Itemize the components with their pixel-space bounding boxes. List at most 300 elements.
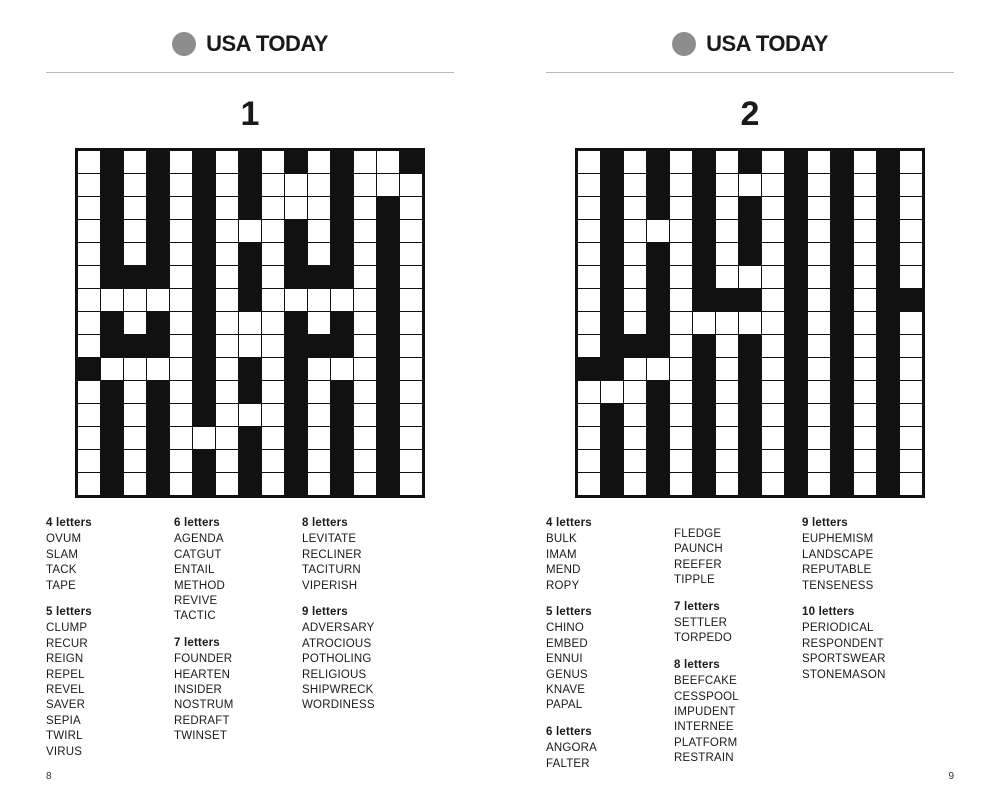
grid-cell[interactable]: [170, 243, 192, 265]
grid-cell[interactable]: [170, 197, 192, 219]
grid-cell[interactable]: [262, 312, 284, 334]
word-entry[interactable]: CHINO: [546, 622, 585, 635]
grid-cell[interactable]: [900, 220, 922, 242]
word-entry[interactable]: FOUNDER: [174, 653, 233, 666]
grid-cell[interactable]: [285, 197, 307, 219]
grid-cell[interactable]: [670, 450, 692, 472]
word-entry[interactable]: KNAVE: [546, 684, 586, 697]
grid-cell[interactable]: [354, 427, 376, 449]
word-entry[interactable]: BEEFCAKE: [674, 675, 737, 688]
grid-cell[interactable]: [854, 220, 876, 242]
grid-cell[interactable]: [578, 312, 600, 334]
word-entry[interactable]: OVUM: [46, 533, 82, 546]
grid-cell[interactable]: [101, 289, 123, 311]
grid-cell[interactable]: [578, 266, 600, 288]
grid-cell[interactable]: [578, 404, 600, 426]
grid-cell[interactable]: [354, 335, 376, 357]
grid-cell[interactable]: [647, 358, 669, 380]
grid-cell[interactable]: [716, 151, 738, 173]
word-entry[interactable]: PAPAL: [546, 699, 583, 712]
word-entry[interactable]: RECUR: [46, 637, 88, 650]
grid-cell[interactable]: [170, 335, 192, 357]
grid-cell[interactable]: [670, 266, 692, 288]
grid-cell[interactable]: [124, 289, 146, 311]
word-entry[interactable]: RECLINER: [302, 548, 362, 561]
grid-cell[interactable]: [216, 381, 238, 403]
grid-cell[interactable]: [147, 289, 169, 311]
grid-cell[interactable]: [78, 335, 100, 357]
word-entry[interactable]: REIGN: [46, 653, 84, 666]
grid-cell[interactable]: [308, 174, 330, 196]
grid-cell[interactable]: [262, 151, 284, 173]
grid-cell[interactable]: [854, 312, 876, 334]
grid-cell[interactable]: [670, 151, 692, 173]
word-entry[interactable]: REVEL: [46, 684, 85, 697]
grid-cell[interactable]: [716, 174, 738, 196]
grid-cell[interactable]: [285, 289, 307, 311]
grid-cell[interactable]: [900, 381, 922, 403]
grid-cell[interactable]: [624, 450, 646, 472]
grid-cell[interactable]: [354, 197, 376, 219]
grid-cell[interactable]: [854, 289, 876, 311]
grid-cell[interactable]: [716, 197, 738, 219]
grid-cell[interactable]: [170, 427, 192, 449]
word-entry[interactable]: VIPERISH: [302, 579, 358, 592]
word-entry[interactable]: FALTER: [546, 757, 590, 770]
word-entry[interactable]: EMBED: [546, 637, 588, 650]
grid-cell[interactable]: [762, 151, 784, 173]
grid-cell[interactable]: [400, 312, 422, 334]
grid-cell[interactable]: [124, 174, 146, 196]
grid-cell[interactable]: [900, 427, 922, 449]
grid-cell[interactable]: [78, 289, 100, 311]
word-entry[interactable]: CLUMP: [46, 622, 88, 635]
grid-cell[interactable]: [78, 220, 100, 242]
word-entry[interactable]: TACTIC: [174, 610, 216, 623]
grid-cell[interactable]: [170, 381, 192, 403]
word-entry[interactable]: HEARTEN: [174, 668, 231, 681]
word-entry[interactable]: SETTLER: [674, 617, 728, 630]
grid-cell[interactable]: [624, 312, 646, 334]
grid-cell[interactable]: [808, 151, 830, 173]
grid-cell[interactable]: [808, 358, 830, 380]
grid-cell[interactable]: [170, 266, 192, 288]
grid-cell[interactable]: [262, 404, 284, 426]
grid-cell[interactable]: [124, 358, 146, 380]
grid-cell[interactable]: [400, 289, 422, 311]
word-entry[interactable]: TACITURN: [302, 564, 361, 577]
grid-cell[interactable]: [101, 358, 123, 380]
grid-cell[interactable]: [400, 358, 422, 380]
grid-cell[interactable]: [578, 289, 600, 311]
grid-cell[interactable]: [308, 289, 330, 311]
grid-cell[interactable]: [624, 473, 646, 495]
grid-cell[interactable]: [308, 243, 330, 265]
grid-cell[interactable]: [647, 220, 669, 242]
grid-cell[interactable]: [170, 289, 192, 311]
crossword-grid[interactable]: [575, 148, 925, 498]
grid-cell[interactable]: [808, 427, 830, 449]
grid-cell[interactable]: [78, 404, 100, 426]
word-entry[interactable]: MEND: [546, 564, 581, 577]
grid-cell[interactable]: [854, 335, 876, 357]
grid-cell[interactable]: [400, 404, 422, 426]
grid-cell[interactable]: [900, 266, 922, 288]
word-entry[interactable]: TENSENESS: [802, 579, 874, 592]
word-entry[interactable]: INTERNEE: [674, 721, 734, 734]
grid-cell[interactable]: [670, 473, 692, 495]
grid-cell[interactable]: [624, 289, 646, 311]
grid-cell[interactable]: [216, 220, 238, 242]
word-entry[interactable]: ENTAIL: [174, 564, 215, 577]
grid-cell[interactable]: [762, 243, 784, 265]
grid-cell[interactable]: [578, 381, 600, 403]
word-entry[interactable]: ROPY: [546, 579, 580, 592]
grid-cell[interactable]: [147, 358, 169, 380]
word-entry[interactable]: EUPHEMISM: [802, 533, 874, 546]
grid-cell[interactable]: [354, 450, 376, 472]
grid-cell[interactable]: [78, 427, 100, 449]
grid-cell[interactable]: [170, 404, 192, 426]
grid-cell[interactable]: [808, 404, 830, 426]
grid-cell[interactable]: [216, 289, 238, 311]
grid-cell[interactable]: [716, 427, 738, 449]
grid-cell[interactable]: [693, 312, 715, 334]
grid-cell[interactable]: [762, 358, 784, 380]
word-entry[interactable]: TACK: [46, 564, 77, 577]
grid-cell[interactable]: [854, 473, 876, 495]
grid-cell[interactable]: [262, 427, 284, 449]
grid-cell[interactable]: [716, 358, 738, 380]
grid-cell[interactable]: [716, 243, 738, 265]
word-entry[interactable]: LEVITATE: [302, 533, 357, 546]
grid-cell[interactable]: [216, 266, 238, 288]
grid-cell[interactable]: [124, 312, 146, 334]
word-entry[interactable]: REVIVE: [174, 595, 218, 608]
grid-cell[interactable]: [624, 151, 646, 173]
grid-cell[interactable]: [808, 335, 830, 357]
grid-cell[interactable]: [354, 381, 376, 403]
grid-cell[interactable]: [262, 266, 284, 288]
grid-cell[interactable]: [808, 450, 830, 472]
grid-cell[interactable]: [262, 358, 284, 380]
grid-cell[interactable]: [354, 220, 376, 242]
grid-cell[interactable]: [216, 450, 238, 472]
grid-cell[interactable]: [262, 174, 284, 196]
word-entry[interactable]: PLATFORM: [674, 736, 738, 749]
grid-cell[interactable]: [262, 473, 284, 495]
grid-cell[interactable]: [854, 404, 876, 426]
grid-cell[interactable]: [578, 243, 600, 265]
word-entry[interactable]: PERIODICAL: [802, 622, 874, 635]
grid-cell[interactable]: [670, 174, 692, 196]
grid-cell[interactable]: [124, 381, 146, 403]
grid-cell[interactable]: [308, 220, 330, 242]
grid-cell[interactable]: [601, 381, 623, 403]
grid-cell[interactable]: [670, 243, 692, 265]
grid-cell[interactable]: [624, 381, 646, 403]
grid-cell[interactable]: [262, 220, 284, 242]
word-entry[interactable]: IMPUDENT: [674, 706, 736, 719]
grid-cell[interactable]: [216, 473, 238, 495]
word-entry[interactable]: POTHOLING: [302, 653, 372, 666]
word-entry[interactable]: ENNUI: [546, 653, 583, 666]
word-entry[interactable]: CESSPOOL: [674, 690, 739, 703]
grid-cell[interactable]: [854, 358, 876, 380]
word-entry[interactable]: SAVER: [46, 699, 86, 712]
grid-cell[interactable]: [808, 220, 830, 242]
grid-cell[interactable]: [808, 381, 830, 403]
grid-cell[interactable]: [377, 174, 399, 196]
grid-cell[interactable]: [739, 266, 761, 288]
grid-cell[interactable]: [578, 473, 600, 495]
grid-cell[interactable]: [670, 358, 692, 380]
grid-cell[interactable]: [308, 404, 330, 426]
grid-cell[interactable]: [716, 335, 738, 357]
grid-cell[interactable]: [308, 427, 330, 449]
grid-cell[interactable]: [354, 151, 376, 173]
word-entry[interactable]: REDRAFT: [174, 714, 230, 727]
grid-cell[interactable]: [308, 381, 330, 403]
grid-cell[interactable]: [262, 335, 284, 357]
grid-cell[interactable]: [854, 174, 876, 196]
grid-cell[interactable]: [124, 243, 146, 265]
grid-cell[interactable]: [239, 312, 261, 334]
grid-cell[interactable]: [808, 266, 830, 288]
grid-cell[interactable]: [216, 151, 238, 173]
word-entry[interactable]: TWIRL: [46, 730, 83, 743]
grid-cell[interactable]: [400, 427, 422, 449]
grid-cell[interactable]: [400, 335, 422, 357]
grid-cell[interactable]: [124, 473, 146, 495]
crossword-grid[interactable]: [75, 148, 425, 498]
grid-cell[interactable]: [331, 289, 353, 311]
grid-cell[interactable]: [670, 381, 692, 403]
grid-cell[interactable]: [762, 427, 784, 449]
word-entry[interactable]: VIRUS: [46, 745, 83, 758]
word-entry[interactable]: GENUS: [546, 668, 588, 681]
grid-cell[interactable]: [78, 473, 100, 495]
grid-cell[interactable]: [216, 312, 238, 334]
grid-cell[interactable]: [216, 243, 238, 265]
grid-cell[interactable]: [377, 151, 399, 173]
grid-cell[interactable]: [78, 266, 100, 288]
grid-cell[interactable]: [216, 427, 238, 449]
grid-cell[interactable]: [670, 427, 692, 449]
grid-cell[interactable]: [670, 335, 692, 357]
grid-cell[interactable]: [308, 197, 330, 219]
grid-cell[interactable]: [578, 427, 600, 449]
grid-cell[interactable]: [170, 174, 192, 196]
grid-cell[interactable]: [808, 174, 830, 196]
grid-cell[interactable]: [762, 289, 784, 311]
word-entry[interactable]: IMAM: [546, 548, 577, 561]
grid-cell[interactable]: [285, 174, 307, 196]
grid-cell[interactable]: [762, 381, 784, 403]
grid-cell[interactable]: [170, 358, 192, 380]
grid-cell[interactable]: [331, 358, 353, 380]
grid-cell[interactable]: [400, 243, 422, 265]
word-entry[interactable]: AGENDA: [174, 533, 224, 546]
grid-cell[interactable]: [900, 404, 922, 426]
word-entry[interactable]: TAPE: [46, 579, 76, 592]
grid-cell[interactable]: [354, 312, 376, 334]
grid-cell[interactable]: [808, 197, 830, 219]
grid-cell[interactable]: [400, 220, 422, 242]
grid-cell[interactable]: [239, 404, 261, 426]
word-entry[interactable]: TIPPLE: [674, 574, 715, 587]
grid-cell[interactable]: [78, 312, 100, 334]
grid-cell[interactable]: [239, 335, 261, 357]
grid-cell[interactable]: [716, 266, 738, 288]
grid-cell[interactable]: [762, 473, 784, 495]
grid-cell[interactable]: [400, 450, 422, 472]
grid-cell[interactable]: [739, 312, 761, 334]
grid-cell[interactable]: [78, 174, 100, 196]
grid-cell[interactable]: [900, 174, 922, 196]
word-entry[interactable]: STONEMASON: [802, 668, 886, 681]
word-entry[interactable]: RELIGIOUS: [302, 668, 367, 681]
grid-cell[interactable]: [354, 404, 376, 426]
grid-cell[interactable]: [624, 404, 646, 426]
word-entry[interactable]: RESPONDENT: [802, 637, 884, 650]
grid-cell[interactable]: [900, 312, 922, 334]
grid-cell[interactable]: [900, 151, 922, 173]
grid-cell[interactable]: [670, 404, 692, 426]
grid-cell[interactable]: [170, 151, 192, 173]
grid-cell[interactable]: [762, 220, 784, 242]
grid-cell[interactable]: [716, 450, 738, 472]
grid-cell[interactable]: [354, 243, 376, 265]
grid-cell[interactable]: [239, 220, 261, 242]
grid-cell[interactable]: [578, 220, 600, 242]
grid-cell[interactable]: [578, 197, 600, 219]
grid-cell[interactable]: [354, 174, 376, 196]
grid-cell[interactable]: [808, 473, 830, 495]
grid-cell[interactable]: [124, 151, 146, 173]
word-entry[interactable]: REPEL: [46, 668, 85, 681]
word-entry[interactable]: RESTRAIN: [674, 752, 734, 765]
word-entry[interactable]: ATROCIOUS: [302, 637, 372, 650]
grid-cell[interactable]: [900, 358, 922, 380]
grid-cell[interactable]: [193, 427, 215, 449]
grid-cell[interactable]: [170, 473, 192, 495]
word-entry[interactable]: TORPEDO: [674, 632, 733, 645]
grid-cell[interactable]: [354, 289, 376, 311]
grid-cell[interactable]: [854, 427, 876, 449]
grid-cell[interactable]: [78, 450, 100, 472]
grid-cell[interactable]: [854, 450, 876, 472]
word-entry[interactable]: ADVERSARY: [302, 622, 375, 635]
grid-cell[interactable]: [762, 174, 784, 196]
grid-cell[interactable]: [400, 174, 422, 196]
grid-cell[interactable]: [216, 174, 238, 196]
grid-cell[interactable]: [854, 266, 876, 288]
grid-cell[interactable]: [808, 289, 830, 311]
grid-cell[interactable]: [716, 312, 738, 334]
grid-cell[interactable]: [308, 473, 330, 495]
grid-cell[interactable]: [262, 197, 284, 219]
grid-cell[interactable]: [670, 312, 692, 334]
grid-cell[interactable]: [854, 151, 876, 173]
grid-cell[interactable]: [400, 266, 422, 288]
grid-cell[interactable]: [624, 358, 646, 380]
grid-cell[interactable]: [808, 243, 830, 265]
word-entry[interactable]: REPUTABLE: [802, 564, 872, 577]
grid-cell[interactable]: [762, 197, 784, 219]
grid-cell[interactable]: [670, 289, 692, 311]
grid-cell[interactable]: [716, 473, 738, 495]
grid-cell[interactable]: [716, 404, 738, 426]
grid-cell[interactable]: [400, 381, 422, 403]
grid-cell[interactable]: [762, 335, 784, 357]
word-entry[interactable]: FLEDGE: [674, 528, 722, 540]
grid-cell[interactable]: [354, 266, 376, 288]
grid-cell[interactable]: [578, 151, 600, 173]
grid-cell[interactable]: [762, 404, 784, 426]
grid-cell[interactable]: [900, 197, 922, 219]
word-entry[interactable]: TWINSET: [174, 730, 228, 743]
word-entry[interactable]: NOSTRUM: [174, 699, 234, 712]
grid-cell[interactable]: [262, 450, 284, 472]
grid-cell[interactable]: [354, 358, 376, 380]
grid-cell[interactable]: [624, 266, 646, 288]
grid-cell[interactable]: [354, 473, 376, 495]
grid-cell[interactable]: [762, 312, 784, 334]
grid-cell[interactable]: [400, 473, 422, 495]
grid-cell[interactable]: [808, 312, 830, 334]
grid-cell[interactable]: [124, 450, 146, 472]
word-entry[interactable]: SEPIA: [46, 714, 81, 727]
word-entry[interactable]: WORDINESS: [302, 699, 375, 712]
grid-cell[interactable]: [739, 174, 761, 196]
grid-cell[interactable]: [900, 450, 922, 472]
grid-cell[interactable]: [124, 197, 146, 219]
grid-cell[interactable]: [78, 243, 100, 265]
grid-cell[interactable]: [400, 197, 422, 219]
grid-cell[interactable]: [262, 289, 284, 311]
grid-cell[interactable]: [578, 174, 600, 196]
grid-cell[interactable]: [624, 427, 646, 449]
grid-cell[interactable]: [216, 197, 238, 219]
grid-cell[interactable]: [716, 220, 738, 242]
word-entry[interactable]: ANGORA: [546, 742, 598, 755]
grid-cell[interactable]: [308, 312, 330, 334]
grid-cell[interactable]: [308, 450, 330, 472]
grid-cell[interactable]: [170, 312, 192, 334]
grid-cell[interactable]: [716, 381, 738, 403]
grid-cell[interactable]: [854, 197, 876, 219]
word-entry[interactable]: PAUNCH: [674, 543, 723, 556]
grid-cell[interactable]: [624, 174, 646, 196]
word-entry[interactable]: METHOD: [174, 579, 226, 592]
grid-cell[interactable]: [78, 381, 100, 403]
grid-cell[interactable]: [762, 266, 784, 288]
word-entry[interactable]: BULK: [546, 533, 577, 546]
grid-cell[interactable]: [578, 450, 600, 472]
grid-cell[interactable]: [854, 243, 876, 265]
word-entry[interactable]: CATGUT: [174, 548, 222, 561]
grid-cell[interactable]: [216, 358, 238, 380]
grid-cell[interactable]: [900, 473, 922, 495]
grid-cell[interactable]: [670, 220, 692, 242]
grid-cell[interactable]: [124, 404, 146, 426]
grid-cell[interactable]: [624, 220, 646, 242]
word-entry[interactable]: SLAM: [46, 548, 79, 561]
grid-cell[interactable]: [900, 335, 922, 357]
grid-cell[interactable]: [262, 243, 284, 265]
grid-cell[interactable]: [124, 427, 146, 449]
